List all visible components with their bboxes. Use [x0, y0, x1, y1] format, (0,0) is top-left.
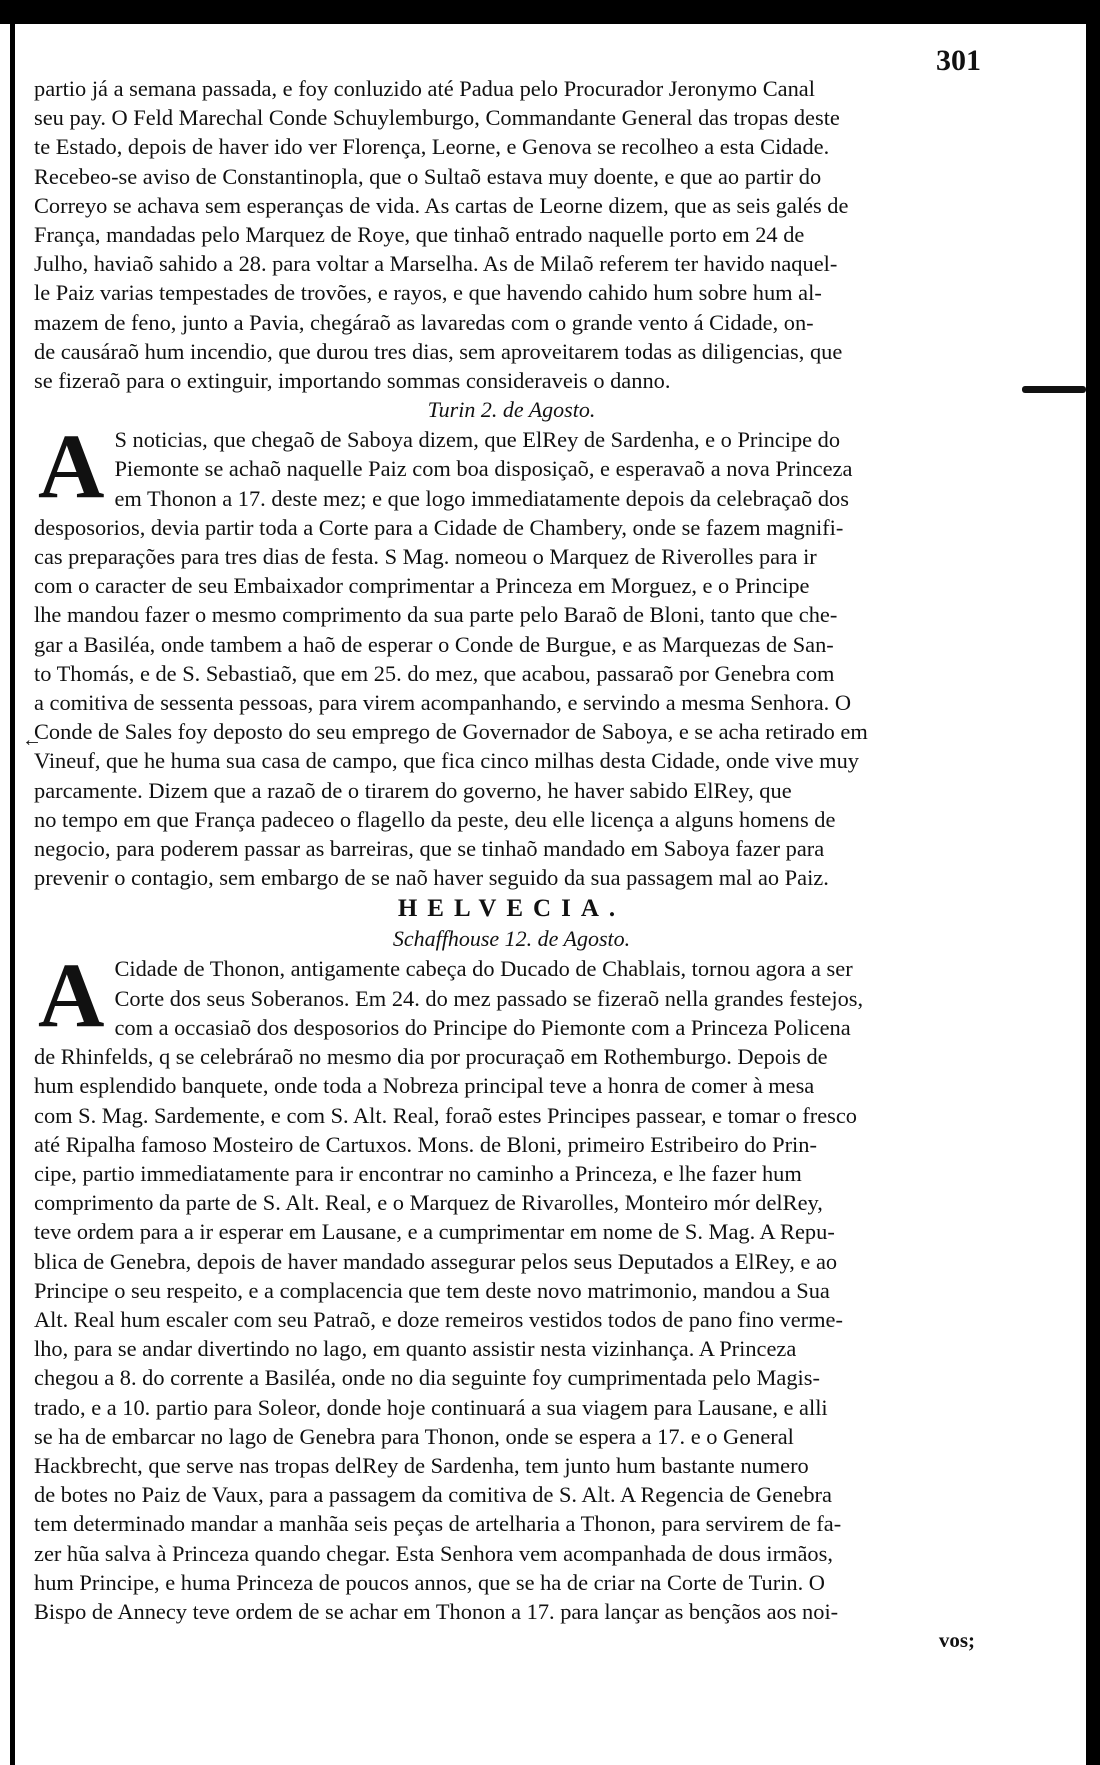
text-line: com a occasiaõ dos desposorios do Principe do Piemonte com a Princeza Policena [114, 1014, 851, 1040]
text-line: a comitiva de sessenta pessoas, para virem acompanhando, e servindo a mesma Senhora. O [34, 690, 851, 716]
text-line: negocio, para poderem passar as barreiras, que se tinhaõ mandado em Saboya fazer para [34, 836, 825, 862]
text-line: cipe, partio immediatamente para ir encontrar no caminho a Princeza, e lhe fazer hum [34, 1160, 802, 1186]
text-line: Julho, haviaõ sahido a 28. para voltar a Marselha. As de Milaõ referem ter havido naquel- [34, 251, 838, 277]
text-line: com S. Mag. Sardemente, e com S. Alt. Real, foraõ estes Principes passear, e tomar o fresco [34, 1102, 857, 1128]
text-line: Piemonte se achaõ naquelle Paiz com boa disposiçaõ, e esperavaõ a nova Princeza [114, 456, 853, 482]
text-line: trado, e a 10. partio para Soleor, donde hoje continuará a sua viagem para Lausane, e alli [34, 1394, 828, 1420]
text-line: Principe o seu respeito, e a complacencia que tem deste novo matrimonio, mandou a Sua [34, 1277, 830, 1303]
text-line: mazem de feno, junto a Pavia, chegáraõ as lavaredas com o grande vento á Cidade, on- [34, 309, 814, 335]
text-line: de Rhinfelds, q se celebráraõ no mesmo dia por procuraçaõ em Rothemburgo. Depois de [34, 1044, 828, 1070]
text-line: te Estado, depois de haver ido ver Florença, Leorne, e Genova se recolheo a esta Cidade. [34, 134, 830, 160]
text-line: teve ordem para a ir esperar em Lausane, e a cumprimentar em nome de S. Mag. A Repu- [34, 1219, 835, 1245]
catchword: vos; [938, 1628, 975, 1653]
scan-right-border [1086, 0, 1100, 1765]
text-line: até Ripalha famoso Mosteiro de Cartuxos. Mons. de Bloni, primeiro Estribeiro do Prin- [34, 1131, 817, 1157]
drop-cap: A [38, 415, 105, 518]
text-line: comprimento da parte de S. Alt. Real, e o Marquez de Rivarolles, Monteiro mór delRey, [34, 1190, 823, 1216]
text-line: Bispo de Annecy teve ordem de se achar em Thonon a 17. para lançar as bençãos aos noi- [34, 1598, 839, 1624]
text-line: zer hũa salva à Princeza quando chegar. Esta Senhora vem acompanhada de dous irmãos, [34, 1540, 833, 1566]
text-line: de botes no Paiz de Vaux, para a passagem da comitiva de S. Alt. A Regencia de Genebra [34, 1482, 832, 1508]
text-line: chegou a 8. do corrente a Basiléa, onde no dia seguinte foy cumprimentada pelo Magis- [34, 1365, 820, 1391]
text-line: prevenir o contagio, sem embargo de se naõ haver seguido da sua passagem mal ao Paiz. [34, 865, 829, 891]
text-line: Conde de Sales foy deposto do seu emprego de Governador de Saboya, e se acha retirado em [34, 719, 868, 745]
turin-paragraph [34, 415, 989, 892]
text-line: blica de Genebra, depois de haver mandado assegurar pelos seus Deputados a ElRey, e ao [34, 1248, 838, 1274]
text-line: seu pay. O Feld Marechal Conde Schuylemburgo, Commandante General das tropas deste [34, 105, 840, 131]
text-line: com o caracter de seu Embaixador comprimentar a Princeza em Morguez, e o Principe [34, 573, 810, 599]
dateline-schaffhouse: Schaffhouse 12. de Agosto. [392, 926, 631, 952]
text-line: gar a Basiléa, onde tambem a haõ de esperar o Conde de Burgue, e as Marquezas de San- [34, 631, 834, 657]
text-line: lho, para se andar divertindo no lago, em quanto assistir nesta vizinhança. A Princeza [34, 1336, 797, 1362]
page-number: 301 [936, 44, 981, 77]
scan-left-gutter [10, 0, 15, 1765]
text-line: partio já a semana passada, e foy conluzido até Padua pelo Procurador Jeronymo Canal [34, 76, 815, 101]
text-line: Hackbrecht, que serve nas tropas delRey de Sardenha, tem junto hum bastante numero [34, 1452, 809, 1478]
text-line: Alt. Real hum escaler com seu Patraõ, e doze remeiros vestidos todos de pano fino verme- [34, 1306, 843, 1332]
text-line: Corte dos seus Soberanos. Em 24. do mez passado se fizeraõ nella grandes festejos, [114, 985, 864, 1011]
text-line: to Thomás, e de S. Sebastiaõ, que em 25. do mez, que acabou, passaraõ por Genebra com [34, 660, 835, 686]
text-line: hum esplendido banquete, onde toda a Nobreza principal teve a honra de comer à mesa [34, 1073, 815, 1099]
text-line: se ha de embarcar no lago de Genebra para Thonon, onde se espera a 17. e o General [34, 1423, 794, 1449]
text-line: le Paiz varias tempestades de trovões, e rayos, e que havendo cahido hum sobre hum al- [34, 280, 822, 306]
text-line: se fizeraõ para o extinguir, importando sommas consideraveis o danno. [34, 368, 671, 394]
margin-mark [1022, 386, 1086, 393]
text-line: desposorios, devia partir toda a Corte para a Cidade de Chambery, onde se fazem magnifi- [34, 514, 844, 540]
text-line: no tempo em que França padeceo o flagello da peste, deu elle licença a alguns homens de [34, 806, 836, 832]
scan-top-border [0, 0, 1100, 24]
text-line: S noticias, que chegaõ de Saboya dizem, que ElRey de Sardenha, e o Principe do [114, 427, 841, 453]
text-line: Cidade de Thonon, antigamente cabeça do Ducado de Chablais, tornou agora a ser [114, 956, 853, 982]
venice-paragraph [34, 40, 989, 395]
text-line: Vineuf, que he huma sua casa de campo, que fica cinco milhas desta Cidade, onde vive muy [34, 748, 859, 774]
helvecia-paragraph [34, 944, 989, 1626]
text-line: França, mandadas pelo Marquez de Roye, que tinhaõ entrado naquelle porto em 24 de [34, 222, 805, 248]
text-line: Correyo se achava sem esperanças de vida. As cartas de Leorne dizem, que as seis galés de [34, 192, 849, 218]
left-margin-mark: ← [22, 729, 42, 751]
text-line: em Thonon a 17. deste mez; e que logo immediatamente depois da celebraçaõ dos [114, 485, 849, 511]
dateline-turin: Turin 2. de Agosto. [427, 397, 596, 423]
drop-cap: A [38, 944, 105, 1047]
text-line: cas preparações para tres dias de festa. S Mag. nomeou o Marquez de Riverolles para ir [34, 544, 817, 570]
text-line: hum Principe, e huma Princeza de poucos annos, que se ha de criar na Corte de Turin. O [34, 1569, 825, 1595]
text-line: Recebeo-se aviso de Constantinopla, que o Sultaõ estava muy doente, e que ao partir do [34, 163, 822, 189]
text-line: parcamente. Dizem que a razaõ de o tirarem do governo, he haver sabido ElRey, que [34, 777, 792, 803]
newspaper-page [34, 40, 989, 1653]
section-title-helvecia: HELVECIA. [397, 895, 626, 923]
text-line: tem determinado mandar a manhãa seis peças de artelharia a Thonon, para servirem de fa- [34, 1511, 842, 1537]
text-line: de causáraõ hum incendio, que durou tres dias, sem aproveitarem todas as diligencias, que [34, 338, 843, 364]
text-line: lhe mandou fazer o mesmo comprimento da sua parte pelo Baraõ de Bloni, tanto que che- [34, 602, 838, 628]
